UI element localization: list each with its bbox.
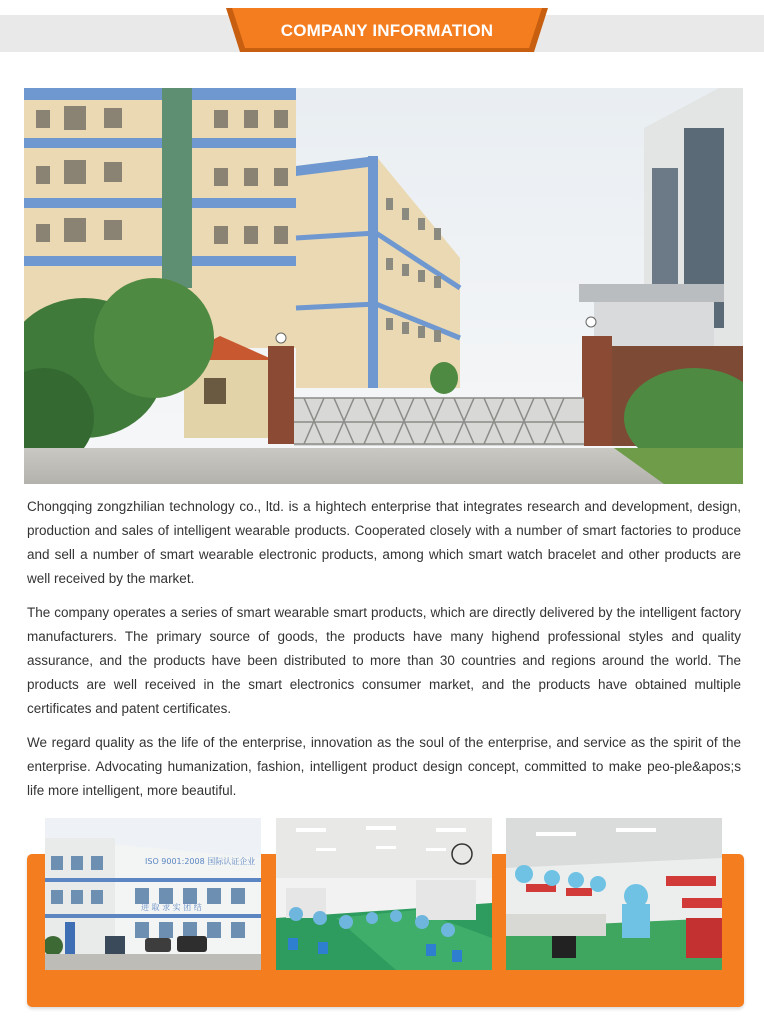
assembly-workers-photo	[506, 818, 722, 970]
building-sign: ISO 9001:2008 国际认证企业	[145, 857, 256, 866]
building-slogan: 进 取 求 实 团 结	[141, 903, 202, 912]
section-banner	[226, 8, 548, 52]
production-floor-photo	[276, 818, 492, 970]
section-title: COMPANY INFORMATION	[280, 21, 494, 40]
office-building-photo	[45, 818, 261, 970]
description-paragraph: Chongqing zongzhilian technology co., ltd. is a hightech enterprise that integrates research and development, design, production and sales of intelligent wearable products. Cooperated closely with a number of smart factories to produce and sell a number of smart wearable electronic products, among which smart watch bracelet and other products are well received by the market.	[27, 499, 741, 586]
factory-gate-photo	[24, 88, 743, 484]
company-description	[27, 495, 741, 813]
description-paragraph: The company operates a series of smart wearable smart products, which are directly delivered by the intelligent factory manufacturers. The primary source of goods, the products have many highend professional styles and quality assurance, and the products have been distributed to more than 30 countries and regions around the world. The products are well received in the smart electronics consumer market, and the products have obtained multiple certificates and patent certificates.	[27, 605, 741, 716]
description-paragraph: We regard quality as the life of the enterprise, innovation as the soul of the enterprise, and service as the spirit of the enterprise. Advocating humanization, fashion, intelligent product design concept, committed to make peo-ple&apos;s life more intelligent, more beautiful.	[27, 735, 741, 798]
